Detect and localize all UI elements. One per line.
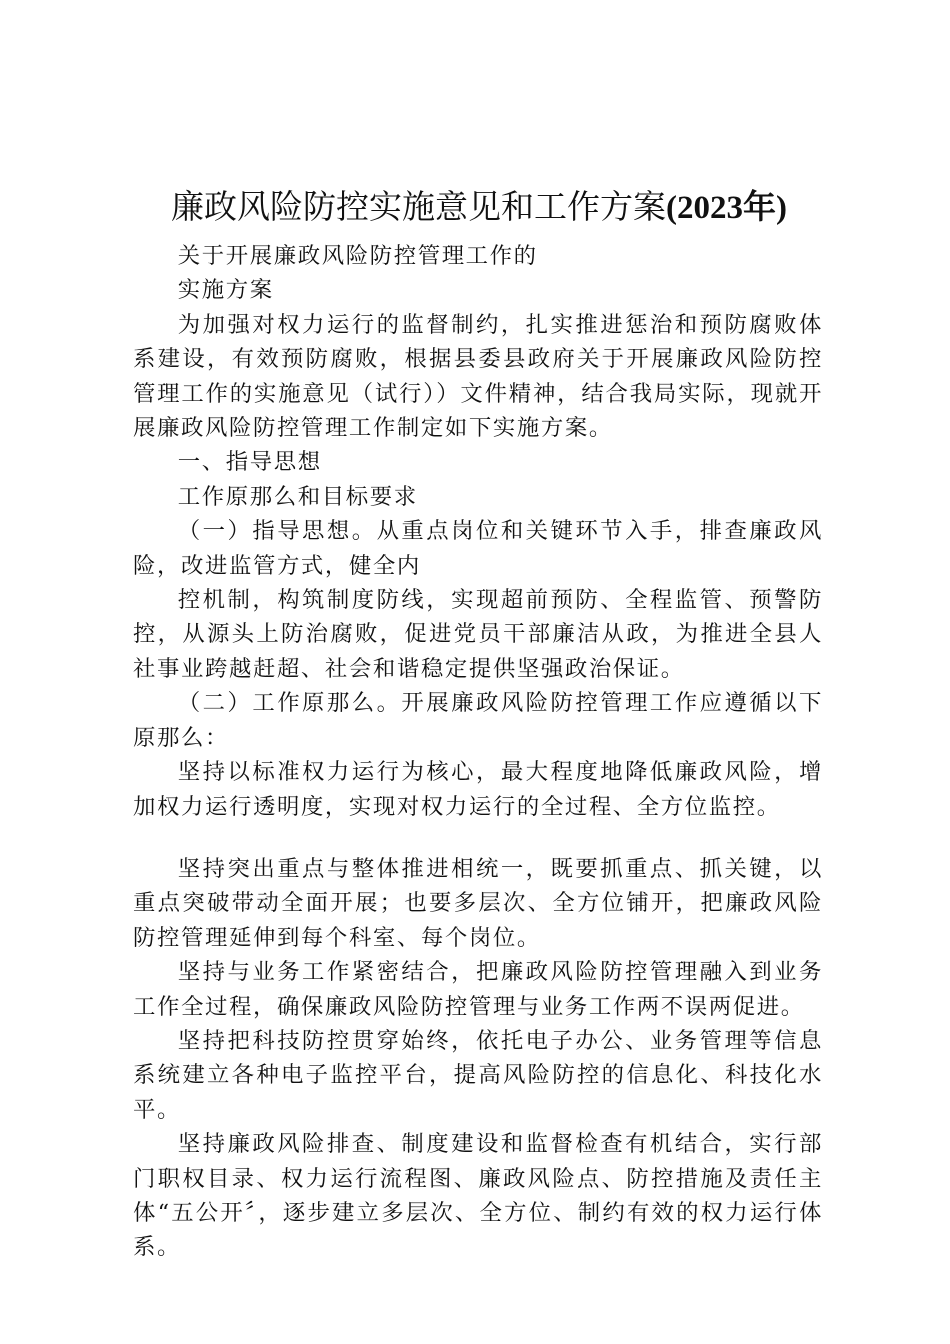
subtitle-line-2: 实施方案: [177, 277, 274, 304]
guiding-thought-continuation: 控机制，构筑制度防线，实现超前预防、全程监管、预警防控，从源头上防治腐败，促进党员干部廉洁从政，为推进全县人社事业跨越赶超、社会和谐稳定提供坚强政治保证。: [133, 587, 823, 682]
section-heading-principles-goals: 工作原那么和目标要求: [177, 483, 418, 510]
document-title: [119, 180, 839, 235]
title-main: 廉政风险防控实施意见和工作方案: [171, 187, 666, 226]
work-principles-paragraph: （二）工作原那么。开展廉政风险防控管理工作应遵循以下原那么：: [133, 690, 823, 751]
subtitle-line-1: 关于开展廉政风险防控管理工作的: [177, 243, 538, 269]
paragraph-gap: [133, 824, 823, 852]
document-page: [133, 180, 823, 1265]
principle-paragraph-3: 坚持与业务工作紧密结合，把廉政风险防控管理融入到业务工作全过程，确保廉政风险防控管理与业务工作两不误两促进。: [133, 959, 823, 1020]
guiding-thought-paragraph: （一）指导思想。从重点岗位和关键环节入手，排查廉政风险，改进监管方式，健全内: [133, 518, 823, 579]
intro-paragraph: 为加强对权力运行的监督制约，扎实推进惩治和预防腐败体系建设，有效预防腐败，根据县委县政府关于开展廉政风险防控管理工作的实施意见（试行））文件精神，结合我局实际，现就开展廉政风险防控管理工作制定如下实施方案。: [133, 311, 823, 442]
principle-paragraph-1: 坚持以标准权力运行为核心，最大程度地降低廉政风险，增加权力运行透明度，实现对权力运行的全过程、全方位监控。: [133, 759, 823, 820]
title-year: (2023年): [666, 190, 787, 226]
principle-paragraph-5: 坚持廉政风险排查、制度建设和监督检查有机结合，实行部门职权目录、权力运行流程图、廉政风险点、防控措施及责任主体“五公开〞，逐步建立多层次、全方位、制约有效的权力运行体系。: [133, 1131, 823, 1261]
principle-paragraph-2: 坚持突出重点与整体推进相统一，既要抓重点、抓关键，以重点突破带动全面开展；也要多层次、全方位铺开，把廉政风险防控管理延伸到每个科室、每个岗位。: [133, 855, 823, 951]
section-heading-guiding-thought: 一、指导思想: [177, 449, 322, 476]
principle-paragraph-4: 坚持把科技防控贯穿始终，依托电子办公、业务管理等信息系统建立各种电子监控平台，提高风险防控的信息化、科技化水平。: [133, 1027, 823, 1123]
